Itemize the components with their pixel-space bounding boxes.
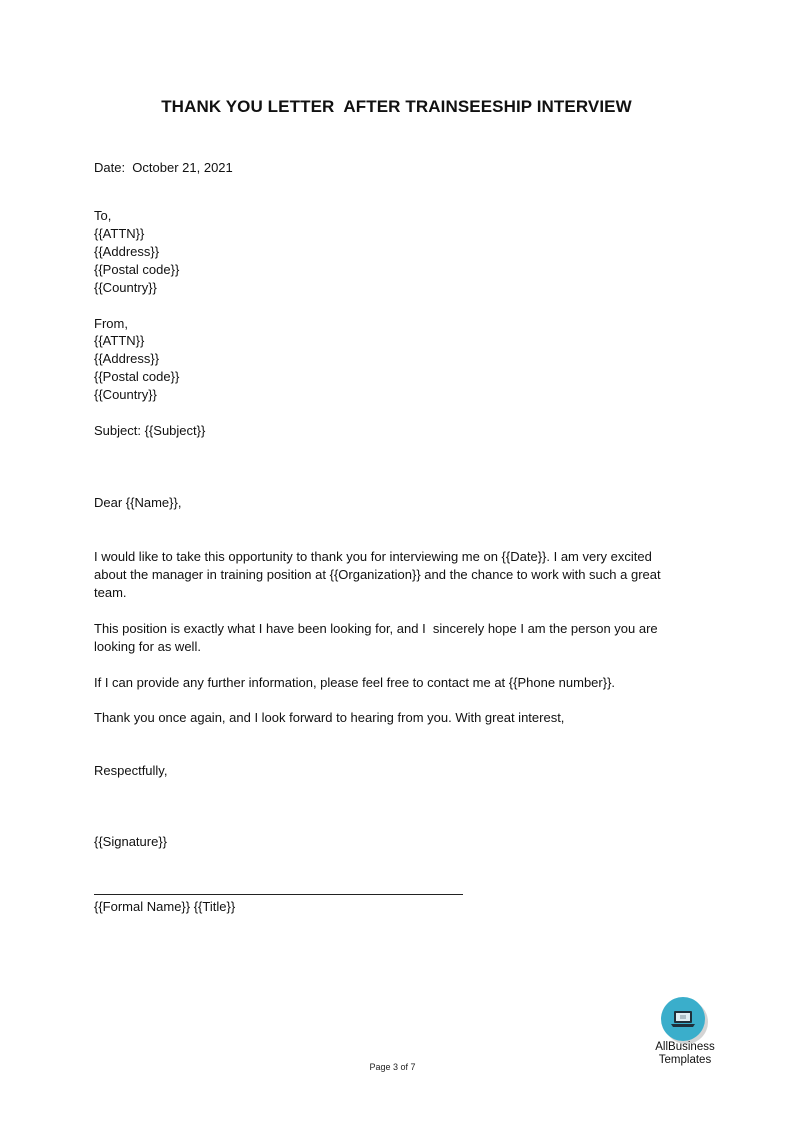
recipient-attn: {{ATTN}} [94, 226, 145, 241]
subject-line: Subject: {{Subject}} [94, 423, 206, 438]
recipient-address: {{Address}} [94, 244, 160, 259]
body-paragraph-3: If I can provide any further information, please feel free to contact me at {{Phone number}}. [94, 675, 616, 690]
body-paragraph-4: Thank you once again, and I look forward to hearing from you. With great interest, [94, 710, 565, 725]
signature-line [94, 894, 463, 895]
body-paragraph-2-line-1: This position is exactly what I have been looking for, and I sincerely hope I am the person you are [94, 621, 658, 636]
sender-country: {{Country}} [94, 387, 157, 402]
recipient-postal-code: {{Postal code}} [94, 262, 180, 277]
sender-address: {{Address}} [94, 351, 160, 366]
signature-placeholder: {{Signature}} [94, 834, 168, 849]
date-line: Date: October 21, 2021 [94, 160, 233, 175]
closing: Respectfully, [94, 763, 168, 778]
salutation: Dear {{Name}}, [94, 495, 182, 510]
recipient-country: {{Country}} [94, 280, 157, 295]
sender-attn: {{ATTN}} [94, 333, 145, 348]
logo-text-line-1: AllBusiness [655, 1041, 715, 1053]
logo-circle [661, 997, 705, 1041]
formal-name: {{Formal Name}} {{Title}} [94, 899, 236, 914]
body-paragraph-1-line-2: about the manager in training position at {{Organization}} and the chance to work with such a great [94, 567, 661, 582]
logo-text-line-2: Templates [658, 1054, 712, 1066]
sender-postal-code: {{Postal code}} [94, 369, 180, 384]
recipient-label: To, [94, 208, 112, 223]
body-paragraph-2-line-2: looking for as well. [94, 639, 201, 654]
laptop-icon [661, 997, 705, 1041]
page-number: Page 3 of 7 [369, 1062, 416, 1072]
body-paragraph-1-line-1: I would like to take this opportunity to thank you for interviewing me on {{Date}}. I am very excited [94, 549, 652, 564]
body-paragraph-1-line-3: team. [94, 585, 127, 600]
allbusiness-templates-logo [645, 995, 725, 1070]
sender-label: From, [94, 316, 128, 331]
page-title: THANK YOU LETTER AFTER TRAINSEESHIP INTERVIEW [161, 97, 632, 116]
